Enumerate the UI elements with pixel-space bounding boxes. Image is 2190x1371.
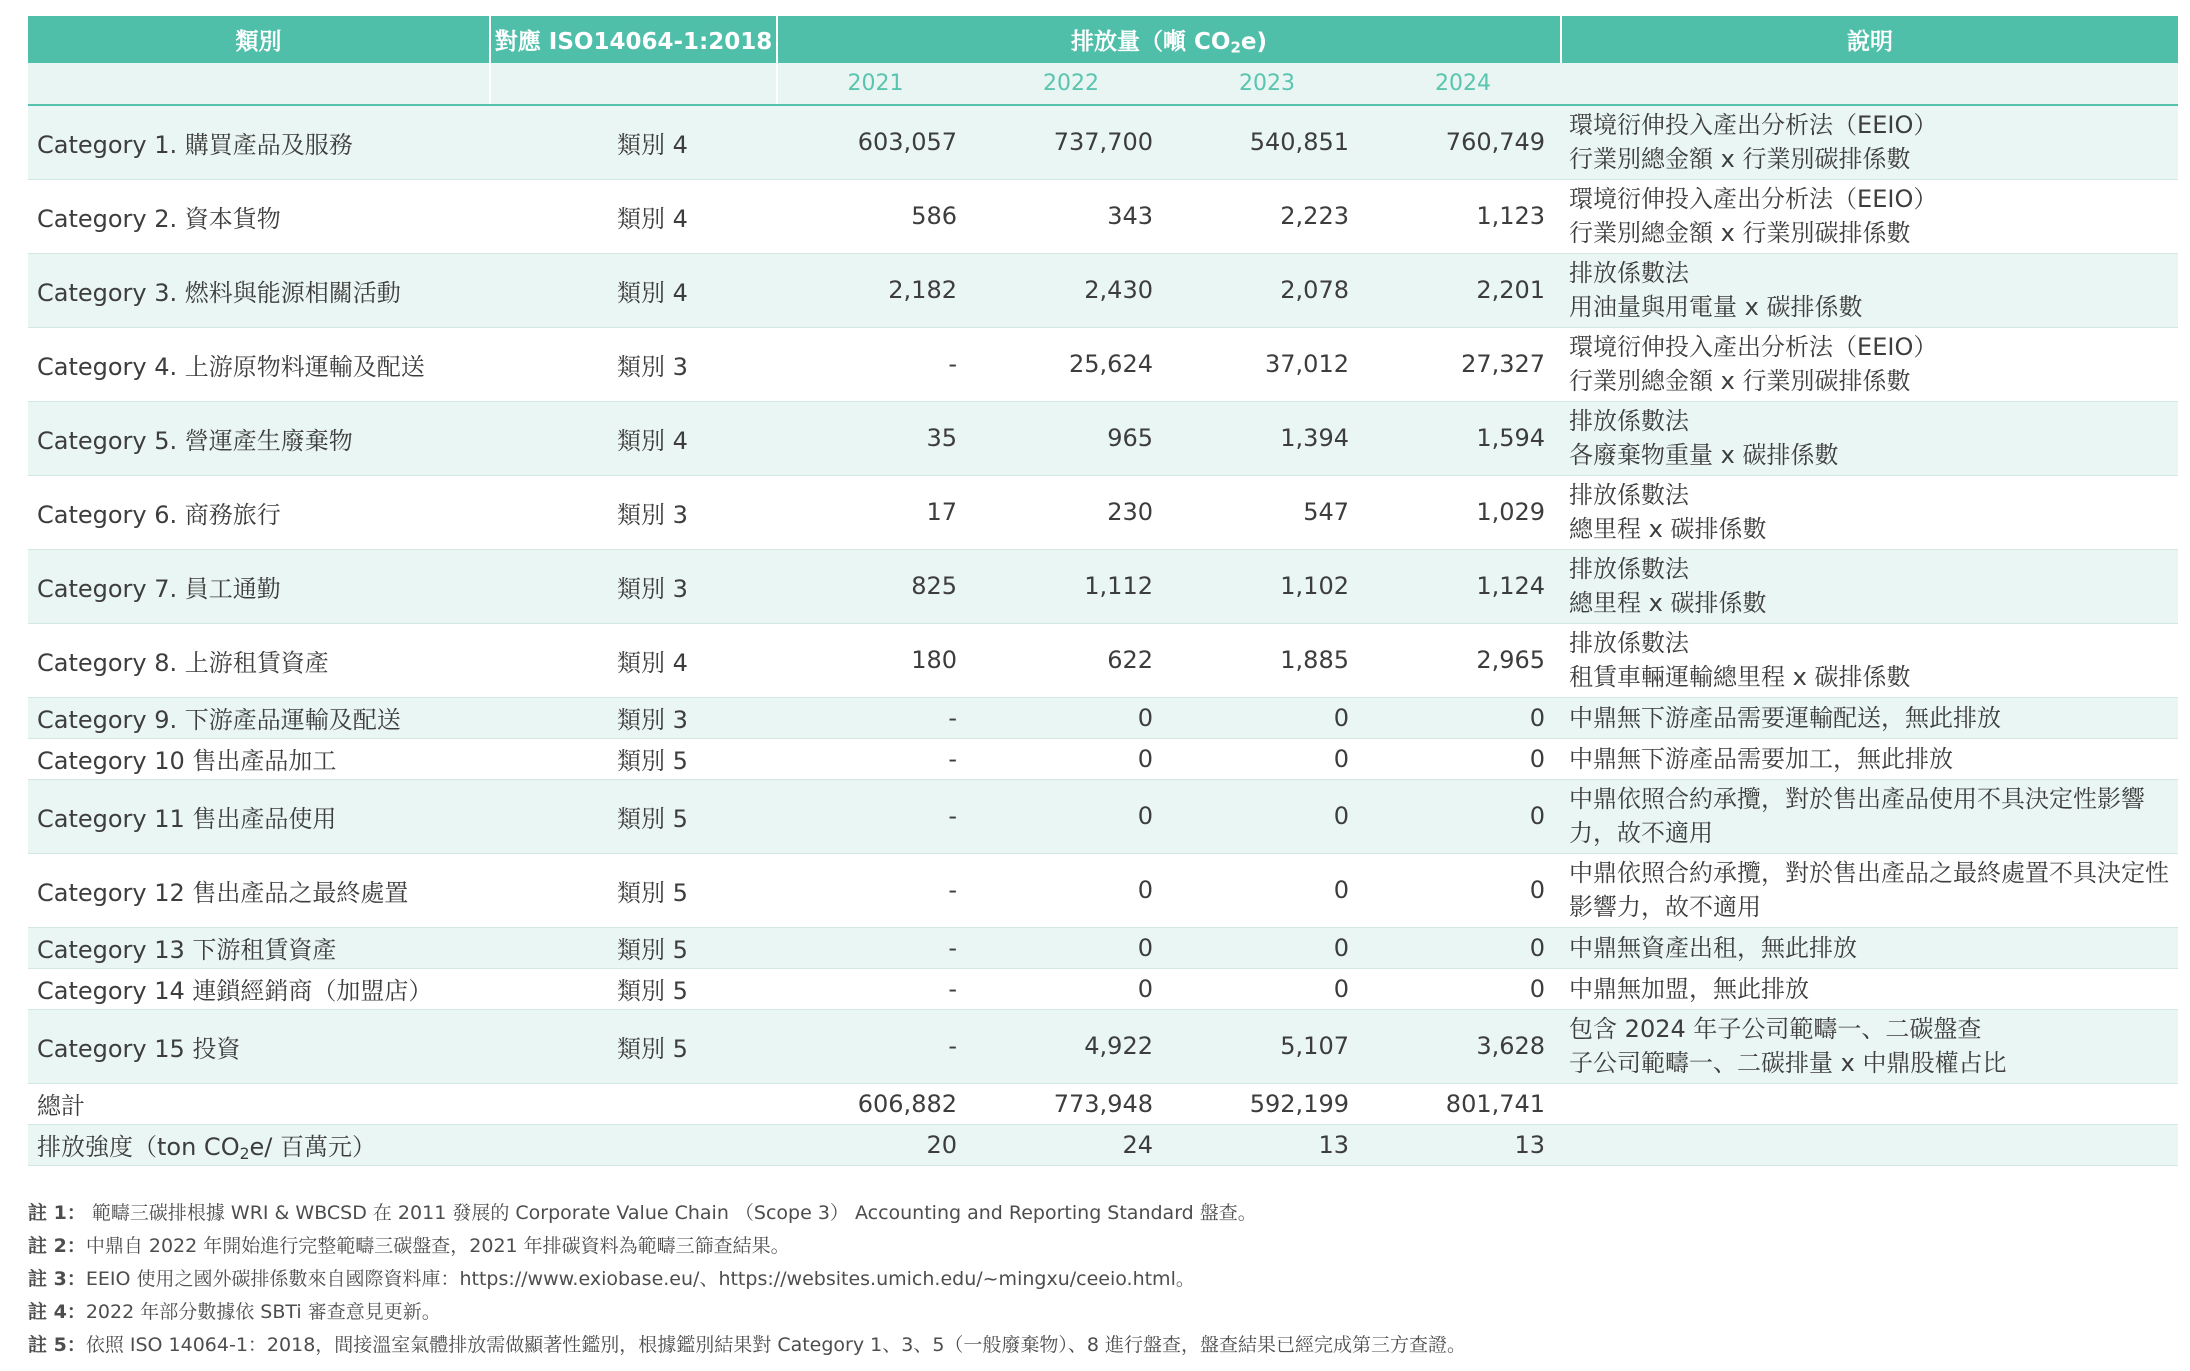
category-cell: Category 10 售出產品加工 <box>28 738 490 779</box>
table-row <box>28 927 2178 968</box>
intensity-row <box>28 1124 2178 1165</box>
iso-category-cell: 類別 3 <box>490 475 777 549</box>
emissions-table-container <box>28 16 2178 1166</box>
emission-value-cell: 37,012 <box>1169 327 1365 401</box>
emission-value-cell: 0 <box>1169 697 1365 738</box>
year-header-blank <box>1561 63 2178 105</box>
description-line: 租賃車輛運輸總里程 x 碳排係數 <box>1569 663 1911 691</box>
description-line: 排放係數法 <box>1569 629 1690 657</box>
emission-value-cell: 343 <box>973 179 1169 253</box>
footnote <box>28 1263 2178 1296</box>
emission-value-cell: 2,201 <box>1365 253 1561 327</box>
iso-category-cell: 類別 5 <box>490 779 777 853</box>
footnote-tag: 註 2： <box>28 1235 86 1257</box>
iso-category-cell: 類別 4 <box>490 623 777 697</box>
footnote-text: 依照 ISO 14064-1：2018，間接溫室氣體排放需做顯著性鑑別，根據鑑別結果對 Category 1、3、5（一般廢棄物）、8 進行盤查，盤查結果已經完成第三方查證。 <box>85 1334 1467 1356</box>
emission-value-cell: - <box>777 697 973 738</box>
year-2024: 2024 <box>1365 63 1561 105</box>
category-cell: Category 2. 資本貨物 <box>28 179 490 253</box>
intensity-label-sub: 2 <box>239 1144 250 1163</box>
emission-value-cell: 965 <box>973 401 1169 475</box>
table-row <box>28 327 2178 401</box>
description-cell <box>1561 853 2178 927</box>
emission-value-cell: 622 <box>973 623 1169 697</box>
iso-category-cell: 類別 4 <box>490 179 777 253</box>
footnote-tag: 註 1： <box>28 1202 86 1224</box>
description-cell <box>1561 1009 2178 1083</box>
total-value-cell: 606,882 <box>777 1083 973 1124</box>
footnote <box>28 1329 2178 1362</box>
emission-value-cell: 0 <box>973 697 1169 738</box>
description-line: 中鼎依照合約承攬，對於售出產品之最終處置不具決定性 <box>1569 859 2170 887</box>
emission-value-cell: 737,700 <box>973 105 1169 179</box>
emission-value-cell: - <box>777 968 973 1009</box>
table-row <box>28 779 2178 853</box>
category-cell: Category 12 售出產品之最終處置 <box>28 853 490 927</box>
table-row <box>28 401 2178 475</box>
emission-value-cell: 0 <box>1365 779 1561 853</box>
intensity-desc-blank <box>1561 1124 2178 1165</box>
table-row <box>28 253 2178 327</box>
emission-value-cell: 0 <box>1169 968 1365 1009</box>
description-cell <box>1561 968 2178 1009</box>
intensity-value-cell: 24 <box>973 1124 1169 1165</box>
table-row <box>28 1009 2178 1083</box>
year-header-blank <box>490 63 777 105</box>
description-line: 總里程 x 碳排係數 <box>1569 589 1767 617</box>
emission-value-cell: 1,594 <box>1365 401 1561 475</box>
description-cell <box>1561 327 2178 401</box>
description-cell <box>1561 738 2178 779</box>
emission-value-cell: - <box>777 738 973 779</box>
emission-value-cell: 4,922 <box>973 1009 1169 1083</box>
emission-value-cell: - <box>777 779 973 853</box>
description-line: 環境衍伸投入產出分析法（EEIO） <box>1569 333 1938 361</box>
intensity-label <box>28 1124 490 1165</box>
description-cell <box>1561 475 2178 549</box>
table-row <box>28 549 2178 623</box>
emission-value-cell: 1,112 <box>973 549 1169 623</box>
table-row <box>28 738 2178 779</box>
table-row <box>28 179 2178 253</box>
emission-value-cell: 2,078 <box>1169 253 1365 327</box>
emission-value-cell: 1,102 <box>1169 549 1365 623</box>
description-line: 總里程 x 碳排係數 <box>1569 515 1767 543</box>
footnote-text: EEIO 使用之國外碳排係數來自國際資料庫：https://www.exiobase.eu/、https://websites.umich.edu/~mingxu/ceeio.html。 <box>85 1268 1195 1290</box>
footnote-text: 中鼎自 2022 年開始進行完整範疇三碳盤查，2021 年排碳資料為範疇三篩查結果。 <box>85 1235 790 1257</box>
emission-value-cell: - <box>777 327 973 401</box>
description-line: 行業別總金額 x 行業別碳排係數 <box>1569 145 1911 174</box>
description-cell <box>1561 623 2178 697</box>
footnote <box>28 1197 2178 1230</box>
total-row <box>28 1083 2178 1124</box>
emission-value-cell: 5,107 <box>1169 1009 1365 1083</box>
emission-value-cell: - <box>777 1009 973 1083</box>
year-header-blank <box>28 63 490 105</box>
intensity-value-cell: 13 <box>1365 1124 1561 1165</box>
year-2021: 2021 <box>777 63 973 105</box>
description-line: 中鼎無資產出租，無此排放 <box>1569 933 1858 962</box>
emission-value-cell: 0 <box>973 927 1169 968</box>
category-cell: Category 3. 燃料與能源相關活動 <box>28 253 490 327</box>
header-emissions-sub: 2 <box>1230 38 1241 57</box>
header-emissions <box>777 16 1561 63</box>
iso-category-cell: 類別 4 <box>490 401 777 475</box>
category-cell: Category 13 下游租賃資產 <box>28 927 490 968</box>
description-line: 行業別總金額 x 行業別碳排係數 <box>1569 219 1911 247</box>
category-cell: Category 6. 商務旅行 <box>28 475 490 549</box>
emission-value-cell: 586 <box>777 179 973 253</box>
emission-value-cell: 825 <box>777 549 973 623</box>
total-value-cell: 592,199 <box>1169 1083 1365 1124</box>
iso-category-cell: 類別 3 <box>490 327 777 401</box>
description-line: 環境衍伸投入產出分析法（EEIO） <box>1569 111 1938 140</box>
header-iso: 對應 ISO14064-1:2018 <box>490 16 777 63</box>
header-description: 說明 <box>1561 16 2178 63</box>
footnote <box>28 1296 2178 1329</box>
category-cell: Category 15 投資 <box>28 1009 490 1083</box>
emission-value-cell: 180 <box>777 623 973 697</box>
emission-value-cell: 2,182 <box>777 253 973 327</box>
table-row <box>28 105 2178 179</box>
table-row <box>28 853 2178 927</box>
table-row <box>28 475 2178 549</box>
year-header-row <box>28 63 2178 105</box>
description-line: 中鼎依照合約承攬，對於售出產品使用不具決定性影響 <box>1569 785 2146 813</box>
footnote-text: 2022 年部分數據依 SBTi 審查意見更新。 <box>85 1301 441 1323</box>
emission-value-cell: 0 <box>973 779 1169 853</box>
description-cell <box>1561 549 2178 623</box>
iso-category-cell: 類別 3 <box>490 549 777 623</box>
header-row <box>28 16 2178 63</box>
emission-value-cell: 547 <box>1169 475 1365 549</box>
header-category: 類別 <box>28 16 490 63</box>
footnote <box>28 1230 2178 1263</box>
footnote-tag: 註 3： <box>28 1268 86 1290</box>
emission-value-cell: 0 <box>1169 927 1365 968</box>
emission-value-cell: 27,327 <box>1365 327 1561 401</box>
description-line: 環境衍伸投入產出分析法（EEIO） <box>1569 185 1938 213</box>
description-cell <box>1561 401 2178 475</box>
emission-value-cell: 25,624 <box>973 327 1169 401</box>
emission-value-cell: 540,851 <box>1169 105 1365 179</box>
iso-category-cell: 類別 5 <box>490 968 777 1009</box>
description-line: 中鼎無下游產品需要運輸配送，無此排放 <box>1569 703 2002 732</box>
emission-value-cell: 0 <box>1169 738 1365 779</box>
description-cell <box>1561 105 2178 179</box>
emission-value-cell: 2,965 <box>1365 623 1561 697</box>
description-line: 排放係數法 <box>1569 555 1690 583</box>
emission-value-cell: 760,749 <box>1365 105 1561 179</box>
emission-value-cell: 3,628 <box>1365 1009 1561 1083</box>
iso-category-cell: 類別 5 <box>490 1009 777 1083</box>
category-cell: Category 9. 下游產品運輸及配送 <box>28 697 490 738</box>
emission-value-cell: 0 <box>1365 927 1561 968</box>
description-line: 用油量與用電量 x 碳排係數 <box>1569 293 1863 321</box>
description-line: 力，故不適用 <box>1569 819 1714 847</box>
scope3-emissions-table <box>28 16 2178 1166</box>
emission-value-cell: 603,057 <box>777 105 973 179</box>
category-cell: Category 5. 營運產生廢棄物 <box>28 401 490 475</box>
iso-category-cell: 類別 5 <box>490 853 777 927</box>
total-value-cell: 801,741 <box>1365 1083 1561 1124</box>
iso-category-cell: 類別 5 <box>490 927 777 968</box>
emission-value-cell: 35 <box>777 401 973 475</box>
table-row <box>28 623 2178 697</box>
total-label: 總計 <box>28 1083 490 1124</box>
total-value-cell: 773,948 <box>973 1083 1169 1124</box>
emission-value-cell: 230 <box>973 475 1169 549</box>
header-emissions-prefix: 排放量（噸 CO <box>1071 28 1231 55</box>
description-line: 排放係數法 <box>1569 259 1690 287</box>
description-cell <box>1561 179 2178 253</box>
emission-value-cell: 0 <box>1169 853 1365 927</box>
footnotes <box>28 1197 2178 1362</box>
category-cell: Category 4. 上游原物料運輸及配送 <box>28 327 490 401</box>
description-line: 子公司範疇一、二碳排量 x 中鼎股權占比 <box>1569 1049 2007 1077</box>
category-cell: Category 11 售出產品使用 <box>28 779 490 853</box>
emission-value-cell: 1,123 <box>1365 179 1561 253</box>
iso-category-cell: 類別 4 <box>490 105 777 179</box>
iso-category-cell: 類別 4 <box>490 253 777 327</box>
intensity-value-cell: 20 <box>777 1124 973 1165</box>
description-line: 影響力，故不適用 <box>1569 893 1762 921</box>
description-line: 行業別總金額 x 行業別碳排係數 <box>1569 367 1911 395</box>
total-iso-blank <box>490 1083 777 1124</box>
description-cell <box>1561 927 2178 968</box>
description-cell <box>1561 779 2178 853</box>
description-line: 排放係數法 <box>1569 481 1690 509</box>
description-line: 包含 2024 年子公司範疇一、二碳盤查 <box>1569 1015 1982 1043</box>
category-cell: Category 1. 購買產品及服務 <box>28 105 490 179</box>
total-desc-blank <box>1561 1083 2178 1124</box>
emission-value-cell: - <box>777 853 973 927</box>
category-cell: Category 14 連鎖經銷商（加盟店） <box>28 968 490 1009</box>
emission-value-cell: - <box>777 927 973 968</box>
description-line: 各廢棄物重量 x 碳排係數 <box>1569 441 1839 469</box>
emission-value-cell: 0 <box>1365 853 1561 927</box>
emission-value-cell: 0 <box>1365 968 1561 1009</box>
footnote-tag: 註 5： <box>28 1334 86 1356</box>
footnote-text: 範疇三碳排根據 WRI & WBCSD 在 2011 發展的 Corporate Value Chain （Scope 3） Accounting and Reporting Standard 盤查。 <box>85 1202 1257 1224</box>
emission-value-cell: 0 <box>973 738 1169 779</box>
intensity-label-prefix: 排放強度（ton CO <box>37 1132 240 1161</box>
description-line: 排放係數法 <box>1569 407 1690 435</box>
table-body <box>28 105 2178 1165</box>
category-cell: Category 8. 上游租賃資產 <box>28 623 490 697</box>
iso-category-cell: 類別 3 <box>490 697 777 738</box>
description-line: 中鼎無加盟，無此排放 <box>1569 974 1810 1003</box>
category-cell: Category 7. 員工通勤 <box>28 549 490 623</box>
emission-value-cell: 1,885 <box>1169 623 1365 697</box>
emission-value-cell: 0 <box>1169 779 1365 853</box>
description-cell <box>1561 253 2178 327</box>
footnote-tag: 註 4： <box>28 1301 86 1323</box>
description-line: 中鼎無下游產品需要加工，無此排放 <box>1569 744 1954 773</box>
intensity-value-cell: 13 <box>1169 1124 1365 1165</box>
year-2023: 2023 <box>1169 63 1365 105</box>
emission-value-cell: 0 <box>973 853 1169 927</box>
table-row <box>28 968 2178 1009</box>
emission-value-cell: 2,223 <box>1169 179 1365 253</box>
intensity-iso-blank <box>490 1124 777 1165</box>
emission-value-cell: 1,029 <box>1365 475 1561 549</box>
emission-value-cell: 1,124 <box>1365 549 1561 623</box>
description-cell <box>1561 697 2178 738</box>
emission-value-cell: 0 <box>1365 697 1561 738</box>
table-row <box>28 697 2178 738</box>
emission-value-cell: 1,394 <box>1169 401 1365 475</box>
emission-value-cell: 0 <box>1365 738 1561 779</box>
emission-value-cell: 2,430 <box>973 253 1169 327</box>
intensity-label-suffix: e/ 百萬元） <box>249 1132 376 1161</box>
iso-category-cell: 類別 5 <box>490 738 777 779</box>
header-emissions-suffix: e) <box>1240 28 1268 55</box>
emission-value-cell: 17 <box>777 475 973 549</box>
year-2022: 2022 <box>973 63 1169 105</box>
emission-value-cell: 0 <box>973 968 1169 1009</box>
